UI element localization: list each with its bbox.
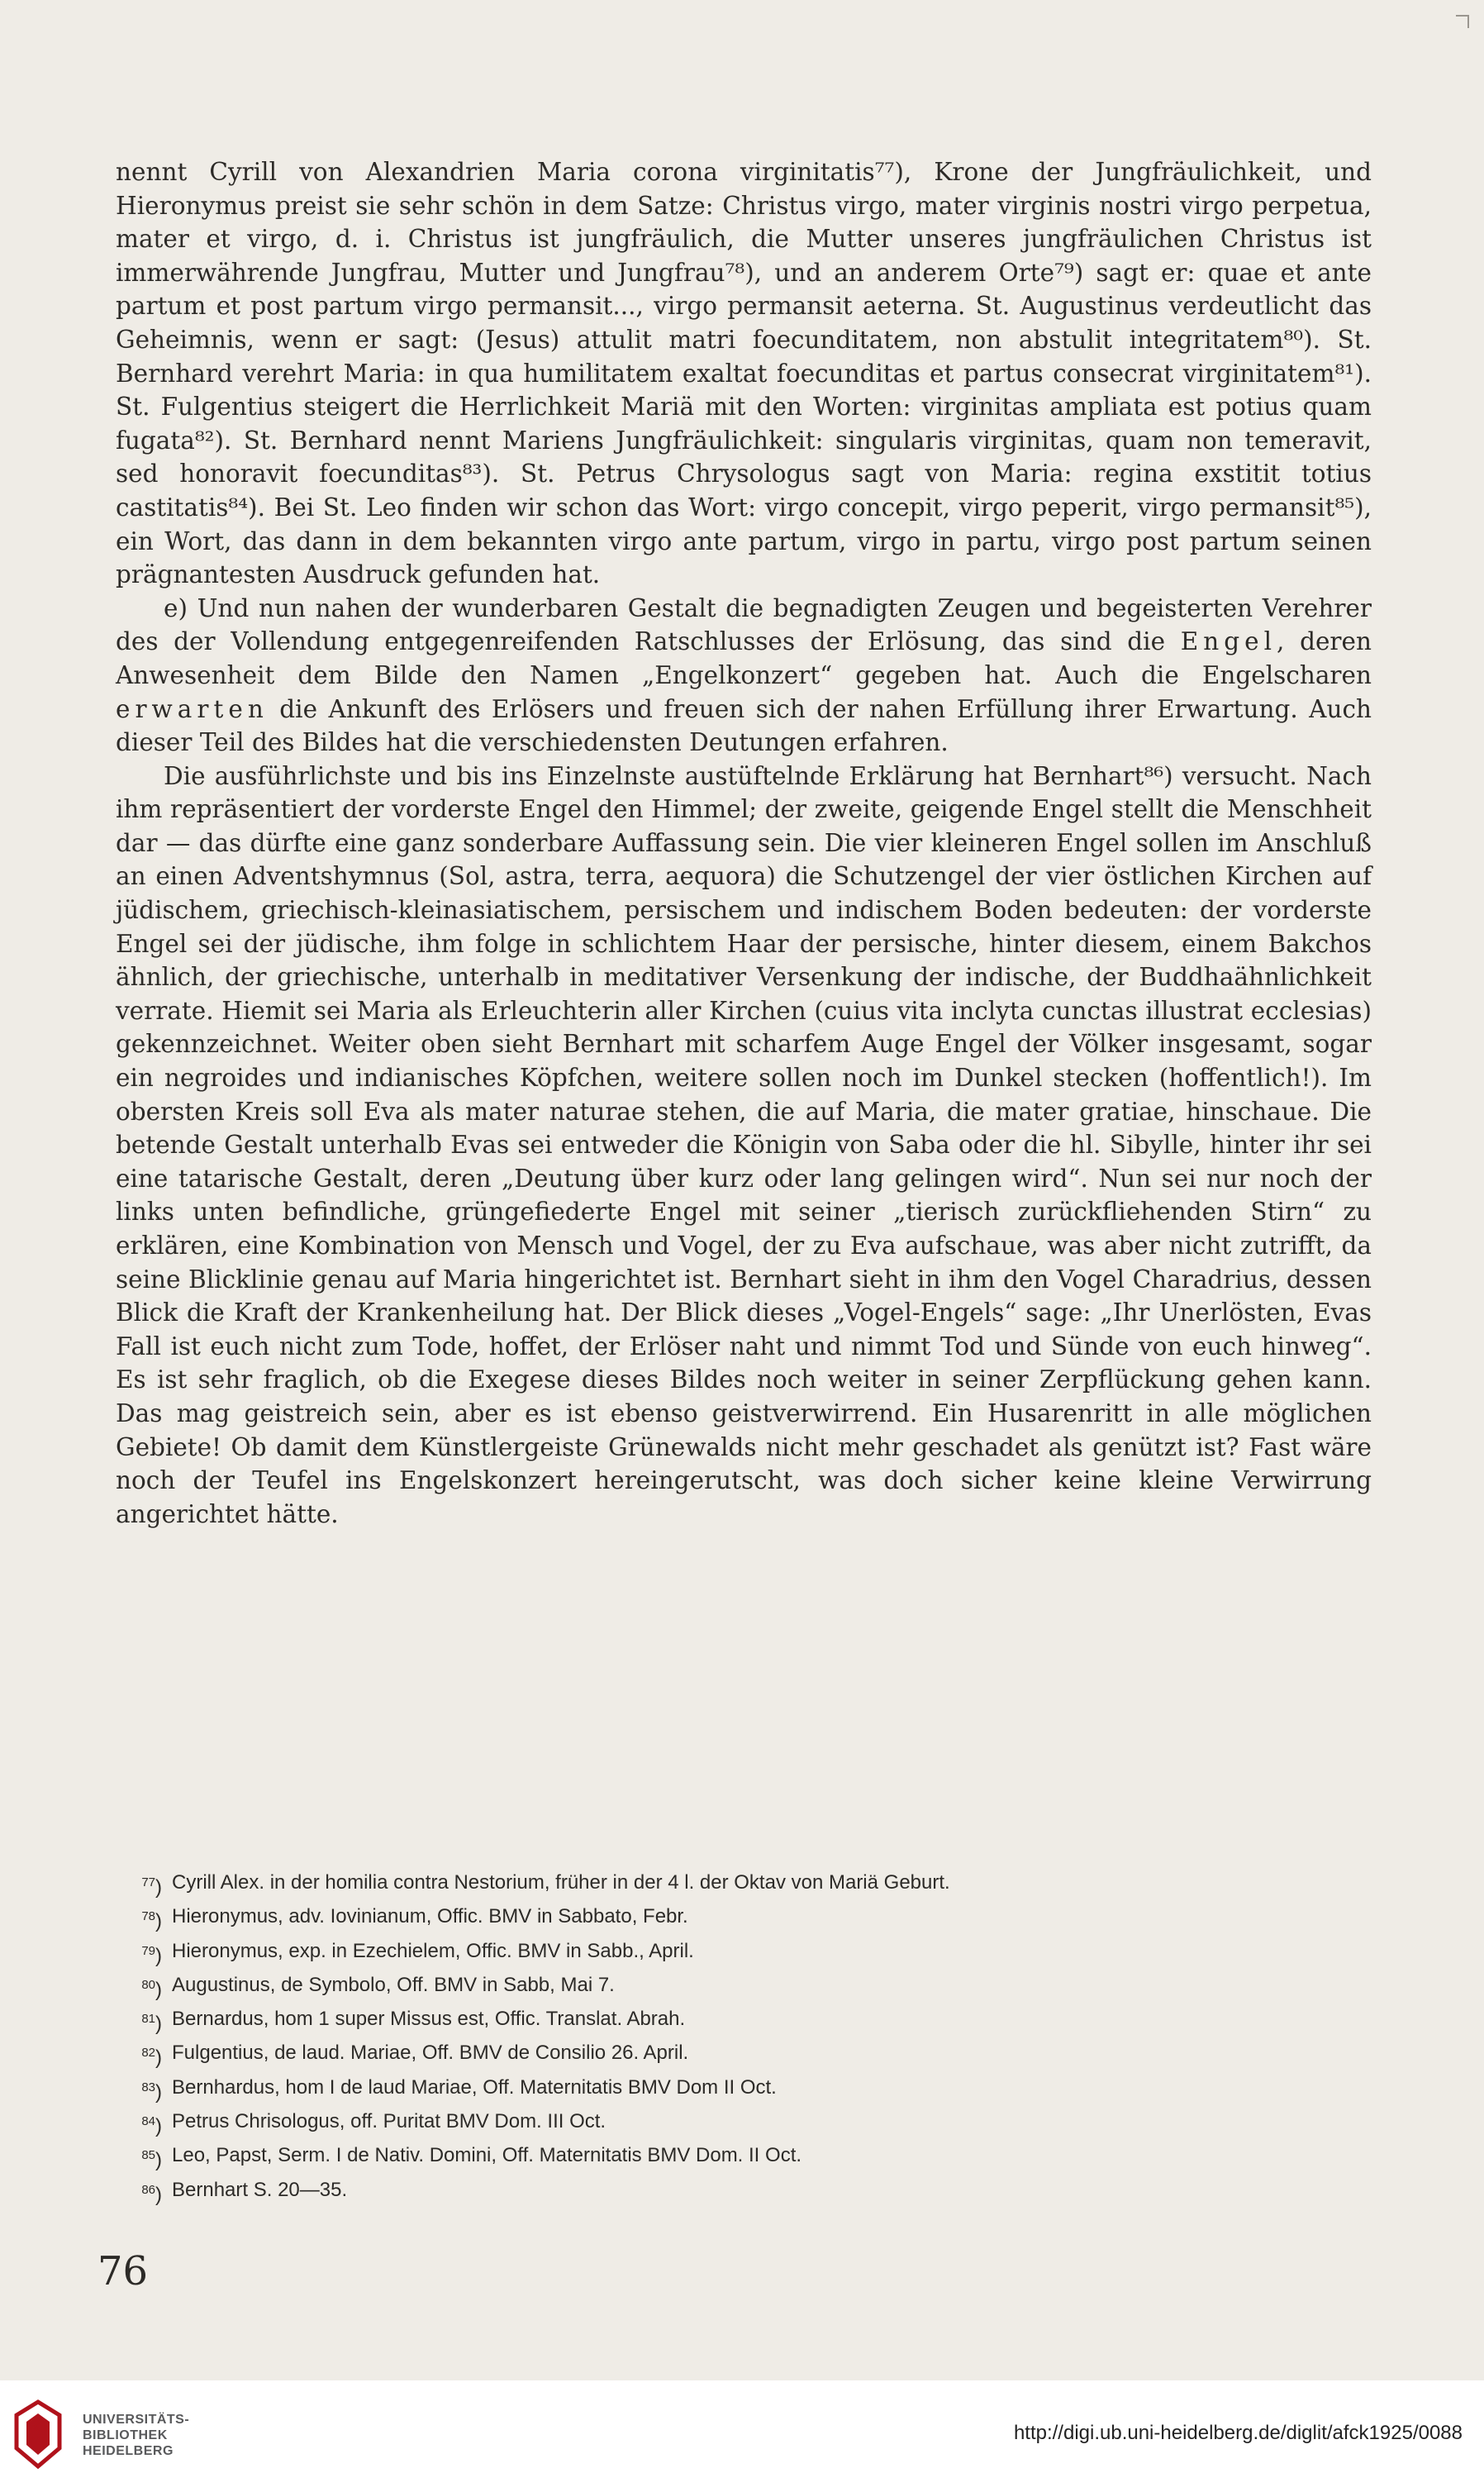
footnote-text: Cyrill Alex. in der homilia contra Nestorium, früher in der 4 l. der Oktav von Mariä Geburt. [172, 1871, 950, 1894]
footnote-number: 84 [141, 2114, 155, 2129]
library-name-line: BIBLIOTHEK [83, 2428, 168, 2442]
footnote-number: 82 [141, 2046, 155, 2061]
footnote-number: 86 [141, 2182, 155, 2197]
library-name-line: UNIVERSITÄTS- [83, 2413, 190, 2427]
footnote: $^{82}$) Fulgentius, de laud. Mariae, Off. BMV de Consilio 26. April. [116, 2038, 1388, 2072]
footnote-number: 77 [141, 1875, 155, 1889]
footnote: $^{80}$) Augustinus, de Symbolo, Off. BMV in Sabb, Mai 7. [116, 1970, 1388, 2004]
source-url-link[interactable]: http://digi.ub.uni-heidelberg.de/diglit/afck1925/0088 [1013, 2422, 1463, 2444]
footnote: $^{81}$) Bernardus, hom 1 super Missus est, Offic. Translat. Abrah. [116, 2004, 1388, 2038]
library-name[interactable] [83, 2412, 189, 2459]
footnote-text: Petrus Chrisologus, off. Puritat BMV Dom. III Oct. [172, 2110, 606, 2133]
university-library-logo-icon[interactable] [12, 2399, 64, 2470]
footnote-number: 81 [141, 2012, 155, 2027]
spaced-word-engel: Engel [1180, 627, 1277, 656]
paragraph-2-part-b: , deren Anwesenheit dem Bilde den Namen „Engelkonzert“ gegeben hat. Auch die Engelscharen [116, 627, 1372, 689]
footnote-number: 83 [141, 2080, 155, 2094]
footnote: $^{83}$) Bernhardus, hom I de laud Mariae, Off. Maternitatis BMV Dom II Oct. [116, 2073, 1388, 2107]
paragraph-2 [116, 592, 1372, 760]
footnote-number: 80 [141, 1977, 155, 1992]
footnotes [116, 1868, 1388, 2209]
footnote-text: Leo, Papst, Serm. I de Nativ. Domini, Off. Maternitatis BMV Dom. II Oct. [172, 2144, 802, 2167]
page-number: 76 [98, 2248, 149, 2294]
footnote-text: Hieronymus, exp. in Ezechielem, Offic. BMV in Sabb., April. [172, 1939, 694, 1962]
crop-mark [1456, 15, 1469, 28]
spaced-word-erwarten: erwarten [116, 694, 269, 723]
footnote-number: 79 [141, 1943, 155, 1958]
footnote-text: Fulgentius, de laud. Mariae, Off. BMV de Consilio 26. April. [172, 2042, 689, 2065]
paragraph-1: nennt Cyrill von Alexandrien Maria corona virginitatis⁷⁷), Krone der Jungfräulichkeit, und Hieronymus preist sie sehr schön in dem Satze: Christus virgo, mater virginis nostri virgo perpetua, mater et virgo, d. i. Christus ist jungfräulich, die Mutter unseres jungfräulichen Christus ist immerwährende Jungfrau, Mutter und Jungfrau⁷⁸), und an anderem Orte⁷⁹) sagt er: quae et ante partum et post partum virgo permansit..., virgo permansit aeterna. St. Augustinus verdeutlicht das Geheimnis, wenn er sagt: (Jesus) attulit matri foecunditatem, non abstulit integritatem⁸⁰). St. Bernhard verehrt Maria: in qua humilitatem exaltat foecunditas et partus consecrat virginitatem⁸¹). St. Fulgentius steigert die Herrlichkeit Mariä mit den Worten: virginitas ampliata est potius quam fugata⁸²). St. Bernhard nennt Mariens Jungfräulichkeit: singularis virginitas, quam non temeravit, sed honoravit foecunditas⁸³). St. Petrus Chrysologus sagt von Maria: regina exstitit totius castitatis⁸⁴). Bei St. Leo finden wir schon das Wort: virgo concepit, virgo peperit, virgo permansit⁸⁵), ein Wort, das dann in dem bekannten virgo ante partum, virgo in partu, virgo post partum seinen prägnantesten Ausdruck gefunden hat. [116, 158, 1372, 589]
footnote: $^{77}$) Cyrill Alex. in der homilia contra Nestorium, früher in der 4 l. der Oktav von Mariä Geburt. [116, 1868, 1388, 1902]
footnote: $^{85}$) Leo, Papst, Serm. I de Nativ. Domini, Off. Maternitatis BMV Dom. II Oct. [116, 2141, 1388, 2175]
paragraph-2-part-c: die Ankunft des Erlösers und freuen sich der nahen Erfüllung ihrer Erwartung. Auch dieser Teil des Bildes hat die verschiedensten Deutungen erfahren. [116, 694, 1372, 757]
footnote-number: 85 [141, 2148, 155, 2163]
footnote-text: Hieronymus, adv. Iovinianum, Offic. BMV in Sabbato, Febr. [172, 1905, 688, 1928]
body-text [116, 155, 1372, 1531]
footnote: $^{84}$) Petrus Chrisologus, off. Puritat BMV Dom. III Oct. [116, 2107, 1388, 2141]
footnote-text: Bernhart S. 20—35. [172, 2178, 348, 2201]
footer-bar [0, 2380, 1484, 2492]
paragraph-3: Die ausführlichste und bis ins Einzelnste austüftelnde Erklärung hat Bernhart⁸⁶) versucht. Nach ihm repräsentiert der vorderste Engel den Himmel; der zweite, geigende Engel stellt die Menschheit dar — das dürfte eine ganz sonderbare Auffassung sein. Die vier kleineren Engel sollen im Anschluß an einen Adventshymnus (Sol, astra, terra, aequora) die Schutzengel der vier östlichen Kirchen auf jüdischem, griechisch-kleinasiatischem, persischem und indischem Boden bedeuten: der vorderste Engel sei der jüdische, ihm folge in schlichtem Haar der persische, hinter diesem, einem Bakchos ähnlich, der griechische, unterhalb in meditativer Versenkung der indische, der Buddhaähnlichkeit verrate. Hiemit sei Maria als Erleuchterin aller Kirchen (cuius vita inclyta cunctas illustrat ecclesias) gekennzeichnet. Weiter oben sieht Bernhart mit scharfem Auge Engel der Völker insgesamt, sogar ein negroides und indianisches Köpfchen, weitere sollen noch im Dunkel stecken (hoffentlich!). Im obersten Kreis soll Eva als mater naturae stehen, die auf Maria, die mater gratiae, hinschaue. Die betende Gestalt unterhalb Evas sei entweder die Königin von Saba oder die hl. Sibylle, hinter ihr sei eine tatarische Gestalt, deren „Deutung über kurz oder lang gelingen wird“. Nun sei nur noch der links unten befindliche, grüngefiederte Engel mit seiner „tierisch zurückfliehenden Stirn“ zu erklären, eine Kombination von Mensch und Vogel, der zu Eva aufschaue, was aber nicht zutrifft, da seine Blicklinie genau auf Maria hingerichtet ist. Bernhart sieht in ihm den Vogel Charadrius, dessen Blick die Kraft der Krankenheilung hat. Der Blick dieses „Vogel-Engels“ sage: „Ihr Unerlösten, Evas Fall ist euch nicht zum Tode, hoffet, der Erlöser naht und nimmt Tod und Sünde von euch hinweg“. Es ist sehr fraglich, ob die Exegese dieses Bildes noch weiter in seiner Zerpflückung gehen kann. Das mag geistreich sein, aber es ist ebenso geistverwirrend. Ein Husarenritt in alle möglichen Gebiete! Ob damit dem Künstlergeiste Grünewalds nicht mehr geschadet als genützt ist? Fast wäre noch der Teufel ins Engelskonzert hereingerutscht, was doch sicher keine kleine Verwirrung angerichtet hätte. [116, 761, 1372, 1528]
footnote-text: Augustinus, de Symbolo, Off. BMV in Sabb, Mai 7. [172, 1973, 615, 1996]
library-name-line: HEIDELBERG [83, 2444, 174, 2458]
footnote-text: Bernhardus, hom I de laud Mariae, Off. Maternitatis BMV Dom II Oct. [172, 2075, 777, 2099]
footnote: $^{79}$) Hieronymus, exp. in Ezechielem, Offic. BMV in Sabb., April. [116, 1937, 1388, 1970]
footnote-text: Bernardus, hom 1 super Missus est, Offic. Translat. Abrah. [172, 2008, 686, 2031]
paragraph-2-part-a: e) Und nun nahen der wunderbaren Gestalt die begnadigten Zeugen und begeisterten Verehrer des der Vollendung entgegenreifenden Ratschlusses der Erlösung, das sind die [116, 593, 1372, 656]
footnote: $^{86}$) Bernhart S. 20—35. [116, 2175, 1388, 2209]
footnote: $^{78}$) Hieronymus, adv. Iovinianum, Offic. BMV in Sabbato, Febr. [116, 1902, 1388, 1936]
footnote-number: 78 [141, 1909, 155, 1924]
